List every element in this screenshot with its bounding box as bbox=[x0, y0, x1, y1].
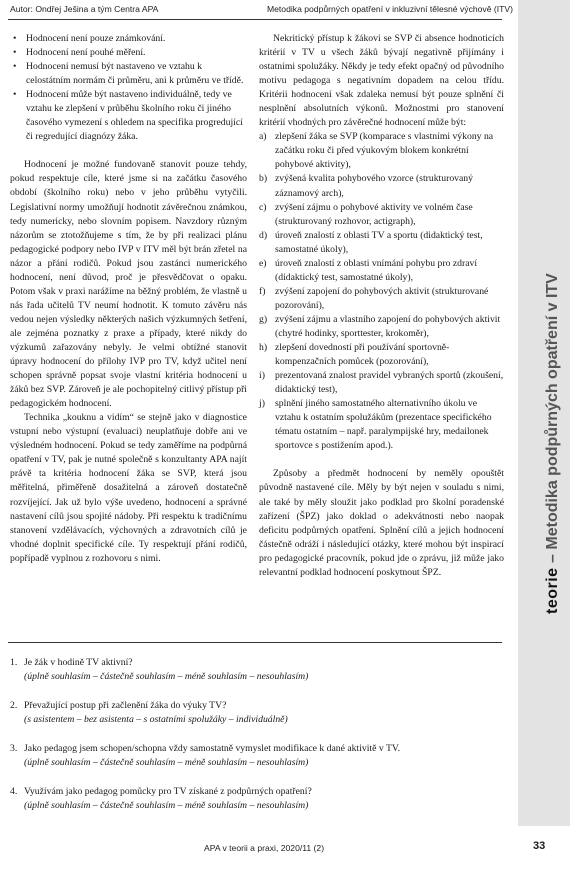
body-paragraph: Technika „kouknu a vidím“ se stejně jako v diagnostice vstupní nebo výstupní (evaluaci) neuplatňuje dobře ani ve výsledném hodnocení. Pokud se tedy zaměříme na podpůrná opatření v TV, pak je nutné společně s konzultanty APA najít právě ta kritéria hodnocení žáka se SVP, která jsou měřitelná, přiměřeně dosažitelná a zároveň dostatečně rozvíjející. Jak už bylo výše uvedeno, hodnocení a správné nastavení cílů jsou spojité nádoby. Při respektu k tradičnímu stanovení vzdělávacích, výchovných a zdravotních cílů je vhodné doplnit specifické cíle. Ty respektují přání rodičů, popřípadě vyplnou z rozhovoru s nimi. bbox=[10, 412, 247, 564]
running-header-title: Metodika podpůrných opatření v inkluzivní tělesné výchově (ITV) bbox=[266, 4, 513, 14]
criteria-text: zlepšení žáka se SVP (komparace s vlastními výkony na začátku roku či před výukovým blokem konkrétní pohybové aktivity), bbox=[275, 131, 494, 171]
list-marker: d) bbox=[259, 229, 268, 241]
list-marker: b) bbox=[259, 173, 268, 185]
criteria-text: zvýšení zapojení do pohybových aktivit (strukturované pozorování), bbox=[275, 285, 489, 311]
side-tab-separator: – bbox=[544, 554, 561, 563]
question-number: 4. bbox=[10, 786, 18, 797]
criteria-item bbox=[259, 285, 504, 313]
assessment-bullet-list bbox=[10, 32, 247, 144]
list-marker: a) bbox=[259, 131, 267, 143]
answer-scale: (úplně souhlasím – částečně souhlasím – méně souhlasím – nesouhlasím) bbox=[24, 757, 309, 768]
question-item bbox=[10, 656, 500, 684]
criteria-item bbox=[259, 397, 504, 453]
question-text: Převažující postup při začlenění žáka do výuky TV? bbox=[24, 700, 227, 711]
criteria-item bbox=[259, 313, 504, 341]
body-paragraph: Nekritický přístup k žákovi se SVP či absence hodnoticích kritérií v TV u všech žáků bývají negativně přijímány i ostatními spolužáky. Někdy je tedy efekt opačný od původního motivu pedagoga s negativním dopadem na celou třídu. Kritérii hodnocení však zdaleka nemusí být pouze splnění či nesplnění absolutních výkonů. Možnostmi pro stanovení kritérií vhodných pro závěrečné hodnocení může být: bbox=[259, 33, 504, 129]
question-number: 2. bbox=[10, 700, 18, 711]
criteria-item bbox=[259, 341, 504, 369]
header-rule bbox=[8, 19, 502, 20]
criteria-item bbox=[259, 130, 504, 172]
bullet-item: • Hodnocení nemusí být nastaveno ve vztahu k celostátním normám či průměru, ani k průměru ve třídě. bbox=[10, 60, 247, 88]
criteria-text: splnění jiného samostatného alternativního úkolu ve vztahu k ostatním spolužákům (prezentace specifického tématu ostatním – např. paralympijské hry, medailonek sportovce s postižením apod.). bbox=[275, 398, 492, 452]
question-item bbox=[10, 699, 500, 727]
list-marker: c) bbox=[259, 201, 267, 213]
list-marker: j) bbox=[259, 398, 265, 410]
criteria-text: zlepšení dovedností při používání sportovně-kompenzačních pomůcek (pozorování), bbox=[275, 342, 450, 368]
criteria-item bbox=[259, 229, 504, 257]
question-number: 1. bbox=[10, 657, 18, 668]
criteria-item bbox=[259, 172, 504, 200]
list-marker: e) bbox=[259, 257, 267, 269]
journal-footer: APA v teorii a praxi, 2020/11 (2) bbox=[204, 843, 325, 853]
criteria-text: zvýšená kvalita pohybového vzorce (strukturovaný záznamový arch), bbox=[275, 173, 473, 199]
criteria-text: zvýšení zájmu o pohybové aktivity ve volném čase (strukturovaný rozhovor, actigraph), bbox=[275, 201, 473, 227]
criteria-text: úroveň znalostí z oblasti TV a sportu (didaktický test, samostatné úkoly), bbox=[275, 229, 483, 255]
criteria-text: zvýšení zájmu a vlastního zapojení do pohybových aktivit (chytré hodinky, sporttester, krokoměr), bbox=[275, 313, 501, 339]
question-item bbox=[10, 785, 500, 813]
question-text: Jako pedagog jsem schopen/schopna vždy samostatně vymyslet modifikace k dané aktivitě v TV. bbox=[24, 743, 401, 754]
question-list bbox=[10, 656, 500, 828]
page-number: 33 bbox=[533, 840, 546, 852]
answer-scale: (úplně souhlasím – částečně souhlasím – méně souhlasím – nesouhlasím) bbox=[24, 800, 309, 811]
side-tab-label bbox=[544, 273, 562, 614]
criteria-item bbox=[259, 257, 504, 285]
question-text: Je žák v hodině TV aktivní? bbox=[24, 657, 133, 668]
criteria-list bbox=[259, 130, 504, 453]
side-tab-title: Metodika podpůrných opatření v ITV bbox=[544, 273, 561, 550]
bullet-item: • Hodnocení není pouze známkování. bbox=[10, 32, 247, 46]
body-paragraph: Způsoby a předmět hodnocení by neměly opouštět původně nastavené cíle. Měly by být nejen v souladu s nimi, ale také by měly sloužit jako podklad pro školní poradenské zařízení (ŠPZ) jako doklad o adekvátnosti nebo naopak deficitu podpůrných opatření. Splnění cílů a jejich hodnocení částečně odráží i následující otázky, které mohou být inspirací pro pedagogické pracovník, pokud jde o zprávu, již může jako relevantní podklad hodnocení poskytnout ŠPZ. bbox=[259, 468, 504, 578]
answer-scale: (úplně souhlasím – částečně souhlasím – méně souhlasím – nesouhlasím) bbox=[24, 671, 309, 682]
answer-scale: (s asistentem – bez asistenta – s ostatními spolužáky – individuálně) bbox=[24, 714, 288, 725]
criteria-item bbox=[259, 201, 504, 229]
side-tab-section: teorie bbox=[544, 567, 561, 614]
bullet-item: • Hodnocení není pouhé měření. bbox=[10, 46, 247, 60]
list-marker: g) bbox=[259, 313, 268, 325]
list-marker: h) bbox=[259, 342, 268, 354]
bullet-item: • Hodnocení může být nastaveno individuálně, tedy ve vztahu ke zlepšení v průběhu školního roku či jiného časového vymezení s ohledem na specifika progredující či regredující diagnózy žáka. bbox=[10, 88, 247, 144]
section-rule bbox=[8, 642, 502, 643]
criteria-text: úroveň znalostí z oblasti vnímání pohybu pro zdraví (didaktický test, samostatné úkoly), bbox=[275, 257, 478, 283]
criteria-text: prezentovaná znalost pravidel vybraných sportů (zkoušení, didaktický test), bbox=[275, 370, 504, 396]
question-item bbox=[10, 742, 500, 770]
running-header-author: Autor: Ondřej Ješina a tým Centra APA bbox=[10, 4, 159, 14]
criteria-item bbox=[259, 369, 504, 397]
list-marker: f) bbox=[259, 285, 266, 297]
right-column bbox=[259, 32, 504, 580]
list-marker: i) bbox=[259, 370, 265, 382]
question-number: 3. bbox=[10, 743, 18, 754]
left-column bbox=[10, 32, 247, 566]
body-paragraph: Hodnocení je možné fundovaně stanovit pouze tehdy, pokud respektuje cíle, které jsme si na začátku časového období (školního roku) nebo v jeho průběhu vytyčili. Legislativní normy umožňují hodnotit závěrečnou známkou, tedy numericky, nebo slovním popisem. Navzdory různým názorům se ztotožňujeme s tím, že by při realizaci plánu pedagogické podpory nebo IVP v ITV měl být brán zřetel na názor a přání rodičů. Pokud jsou zastánci numerického hodnocení, není důvod, proč je přesvědčovat o opaku. Potom však v praxi narážíme na běžný problém, že vlastně u nás řada učitelů TV neumí hodnotit. K tomuto závěru nás vedou nejen výsledky některých našich výzkumných šetření, ale zejména poznatky z praxe a případy, které nikdy do výzkumů zařazovány nebyly. Je velmi obtížné stanovit úpravy hodnocení do přílohy IVP pro TV, když učitel není schopen správně popsat svoje vlastní kritéria hodnocení u žáků bez SVP. Zároveň je ale pochopitelný citlivý přístup při pedagogickém hodnocení. bbox=[10, 159, 247, 410]
question-text: Využívám jako pedagog pomůcky pro TV získané z podpůrných opatření? bbox=[24, 786, 312, 797]
